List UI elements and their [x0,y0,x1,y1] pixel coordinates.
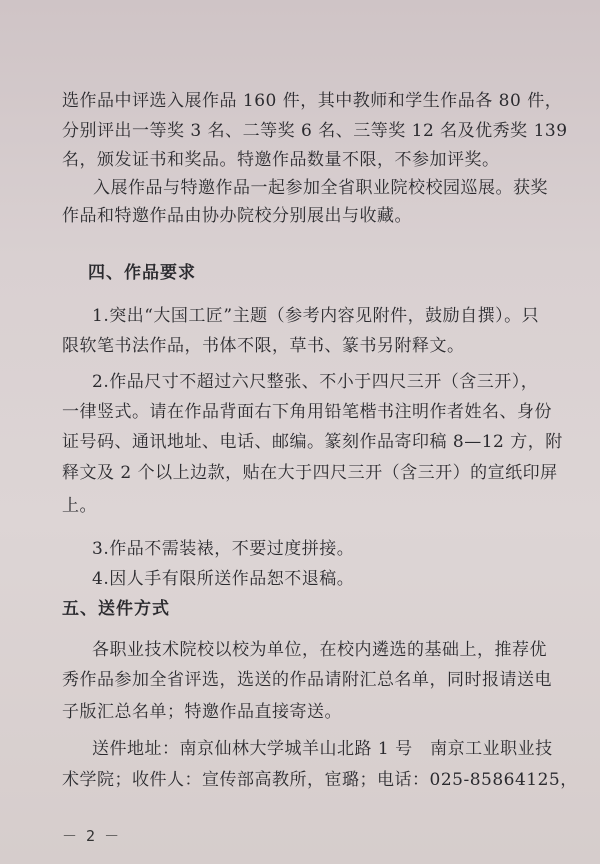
body-line: 4.因人手有限所送作品恕不退稿。 [92,569,355,589]
body-line: 一律竖式。请在作品背面右下角用铅笔楷书注明作者姓名、身份 [62,402,552,422]
body-line: 上。 [62,496,97,516]
body-line: 子版汇总名单；特邀作品直接寄送。 [62,702,342,722]
section-heading-delivery: 五、送件方式 [62,599,170,619]
body-line: 名，颁发证书和奖品。特邀作品数量不限，不参加评奖。 [62,150,500,170]
body-line: 限软笔书法作品，书体不限，草书、篆书另附释文。 [62,336,465,356]
body-line: 分别评出一等奖 3 名、二等奖 6 名、三等奖 12 名及优秀奖 139 [62,121,568,141]
body-line: 术学院；收件人：宣传部高教所，宦璐；电话：025-85864125， [62,770,578,790]
body-line: 证号码、通讯地址、电话、邮编。篆刻作品寄印稿 8—12 方，附 [62,432,563,452]
body-line: 2.作品尺寸不超过六尺整张、不小于四尺三开（含三开）， [92,372,539,392]
section-heading-requirements: 四、作品要求 [88,263,196,283]
body-line: 3.作品不需装裱，不要过度拼接。 [92,539,355,559]
body-line: 送件地址：南京仙林大学城羊山北路 1 号 南京工业职业技 [92,739,553,759]
body-line: 各职业技术院校以校为单位，在校内遴选的基础上，推荐优 [92,640,547,660]
body-line: 选作品中评选入展作品 160 件，其中教师和学生作品各 80 件， [62,91,563,111]
body-line: 入展作品与特邀作品一起参加全省职业院校校园巡展。获奖 [93,178,548,198]
body-line: 1.突出“大国工匠”主题（参考内容见附件，鼓励自撰）。只 [92,306,540,326]
page-number: － 2 － [62,827,120,845]
body-line: 秀作品参加全省评选，选送的作品请附汇总名单，同时报请送电 [62,670,552,690]
body-line: 释文及 2 个以上边款，贴在大于四尺三开（含三开）的宣纸印屏 [62,463,558,483]
body-line: 作品和特邀作品由协办院校分别展出与收藏。 [62,206,412,226]
